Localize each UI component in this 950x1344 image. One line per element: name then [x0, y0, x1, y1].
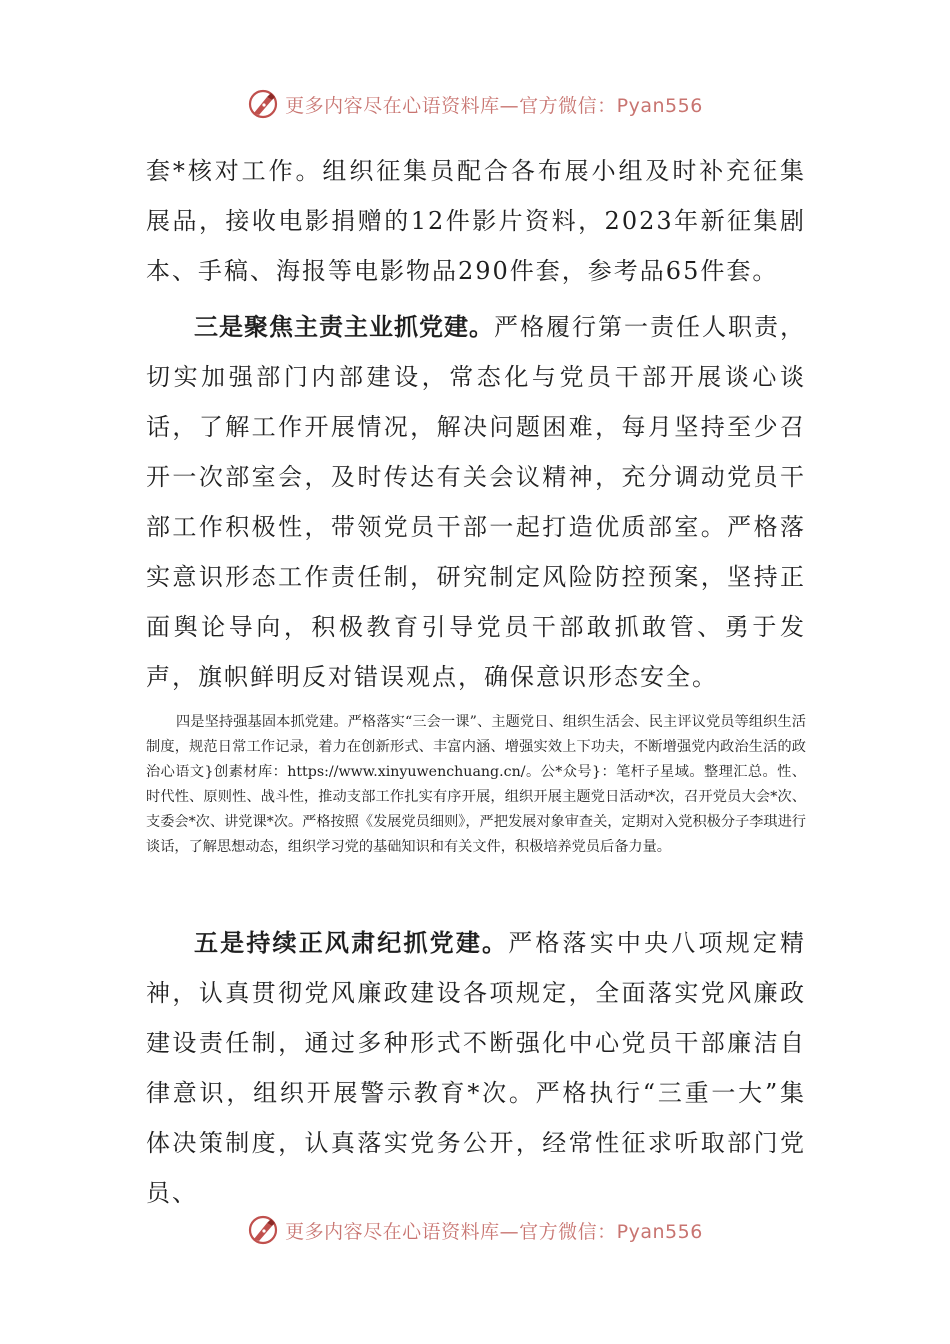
paragraph-section-four — [146, 710, 806, 860]
paragraph-continued — [146, 146, 806, 296]
section-body: 严格履行第一责任人职责，切实加强部门内部建设，常态化与党员干部开展谈心谈话，了解工作开展情况，解决问题困难，每月坚持至少召开一次部室会，及时传达有关会议精神，充分调动党员干部工作积极性，带领党员干部一起打造优质部室。严格落实意识形态工作责任制，研究制定风险防控预案，坚持正面舆论导向，积极教育引导党员干部敢抓敢管、勇于发声，旗帜鲜明反对错误观点，确保意识形态安全。 — [146, 313, 806, 691]
section-heading: 五是持续正风肃纪抓党建。 — [194, 929, 509, 957]
section-body: 严格落实中央八项规定精神，认真贯彻党风廉政建设各项规定，全面落实党风廉政建设责任制，通过多种形式不断强化中心党员干部廉洁自律意识，组织开展警示教育*次。严格执行“三重一大”集体决策制度，认真落实党务公开，经常性征求听取部门党员、 — [146, 929, 807, 1207]
pen-nib-logo-icon — [247, 1214, 279, 1246]
footer-banner — [0, 1212, 950, 1248]
paragraph-section-three — [146, 302, 806, 702]
header-banner — [0, 86, 950, 122]
header-banner-text: 更多内容尽在心语资料库—官方微信：Pyan556 — [285, 94, 703, 117]
paragraph-text — [146, 918, 806, 1218]
paragraph-text: 四是坚持强基固本抓党建。严格落实“三会一课”、主题党日、组织生活会、民主评议党员等组织生活制度，规范日常工作记录，着力在创新形式、丰富内涵、增强实效上下功夫，不断增强党内政治生活的政治心语文}创素材库：https://www.xinyuwenchuang.cn/。公*众号}：笔杆子星域。整理汇总。性、时代性、原则性、战斗性，推动支部工作扎实有序开展，组织开展主题党日活动*次，召开党员大会*次、支委会*次、讲党课*次。严格按照《发展党员细则》，严把发展对象审查关，定期对入党积极分子李琪进行谈话，了解思想动态，组织学习党的基础知识和有关文件，积极培养党员后备力量。 — [146, 714, 806, 855]
paragraph-section-five — [146, 918, 806, 1218]
paragraph-text — [146, 302, 806, 702]
pen-nib-logo-icon — [247, 88, 279, 120]
paragraph-text: 套*核对工作。组织征集员配合各布展小组及时补充征集展品，接收电影捐赠的12件影片资料，2023年新征集剧本、手稿、海报等电影物品290件套，参考品65件套。 — [146, 157, 806, 285]
footer-banner-text: 更多内容尽在心语资料库—官方微信：Pyan556 — [285, 1220, 703, 1243]
section-heading: 三是聚焦主责主业抓党建。 — [194, 313, 494, 341]
